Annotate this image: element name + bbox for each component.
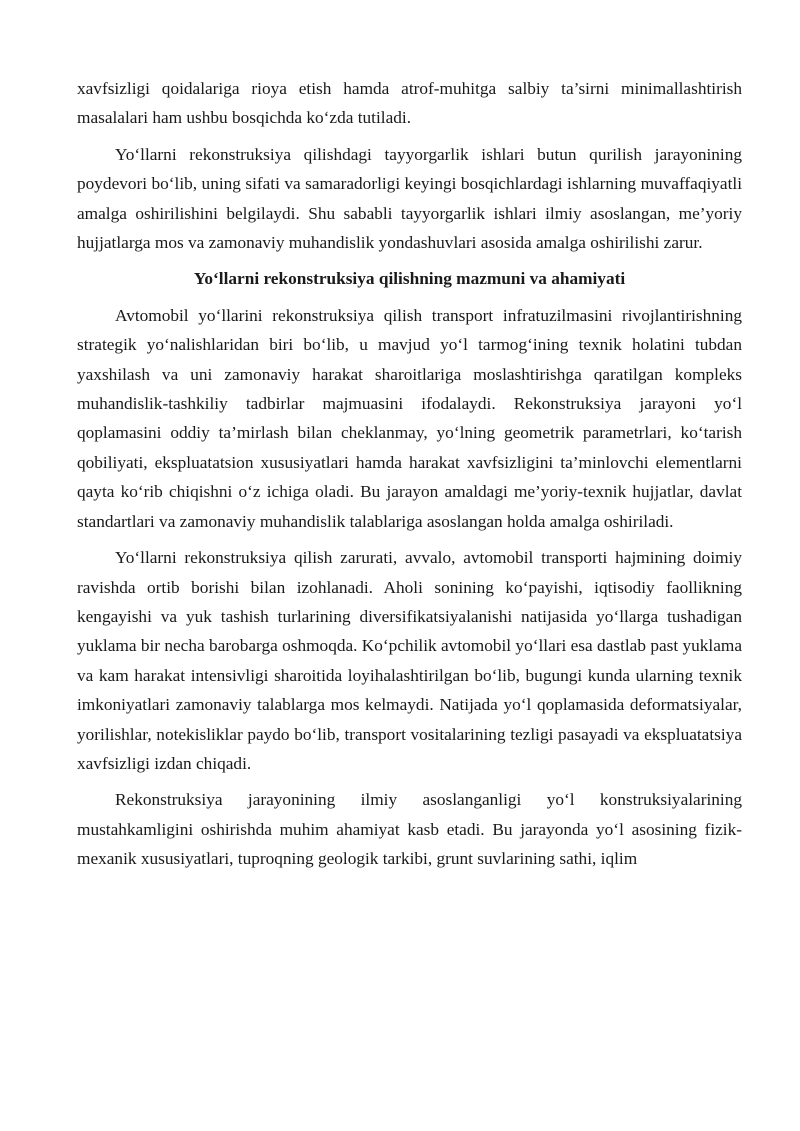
paragraph-scientific-basis: Rekonstruksiya jarayonining ilmiy asoslanganligi yo‘l konstruksiyalarining mustahkamligini oshirishda muhim ahamiyat kasb etadi. Bu jarayonda yo‘l asosining fizik-mexanik xususiyatlari, tuproqning geologik tarkibi, grunt suvlarining sathi, iqlim [77,790,742,869]
paragraph-preparation-work: Yo‘llarni rekonstruksiya qilishdagi tayyorgarlik ishlari butun qurilish jarayonining poydevori bo‘lib, uning sifati va samaradorligi keyingi bosqichlardagi ishlarning muvaffaqiyatli amalga oshirilishini belgilaydi. Shu sababli tayyorgarlik ishlari ilmiy asoslangan, me’yoriy hujjatlarga mos va zamonaviy muhandislik yondashuvlari asosida amalga oshirilishi zarur. [77,144,742,253]
paragraph-continuation: xavfsizligi qoidalariga rioya etish hamda atrof-muhitga salbiy ta’sirni minimallashtirish masalalari ham ushbu bosqichda ko‘zda tutiladi. [77,79,742,128]
section-heading: Yo‘llarni rekonstruksiya qilishning mazmuni va ahamiyati [193,269,626,289]
document-page [77,74,742,881]
paragraph-reconstruction-definition: Avtomobil yo‘llarini rekonstruksiya qilish transport infratuzilmasini rivojlantirishning strategik yo‘nalishlaridan biri bo‘lib, u mavjud yo‘l tarmog‘ining texnik holatini tubdan yaxshilash va uni zamonaviy harakat sharoitlariga moslashtirishga qaratilgan kompleks muhandislik-tashkiliy tadbirlar majmuasini ifodalaydi. Rekonstruksiya jarayoni yo‘l qoplamasini oddiy ta’mirlash bilan cheklanmay, yo‘lning geometrik parametrlari, ko‘tarish qobiliyati, ekspluatatsion xususiyatlari hamda harakat xavfsizligini ta’minlovchi elementlarni qayta ko‘rib chiqishni o‘z ichiga oladi. Bu jarayon amaldagi me’yoriy-texnik hujjatlar, davlat standartlari va zamonaviy muhandislik talablariga asoslangan holda amalga oshiriladi. [77,305,742,531]
paragraph-reconstruction-necessity: Yo‘llarni rekonstruksiya qilish zarurati, avvalo, avtomobil transporti hajmining doimiy ravishda ortib borishi bilan izohlanadi. Aholi sonining ko‘payishi, iqtisodiy faollikning kengayishi va yuk tashish turlarining diversifikatsiyalanishi natijasida yo‘llarga tushadigan yuklama bir necha barobarga oshmoqda. Ko‘pchilik avtomobil yo‘llari esa dastlab past yuklama va kam harakat intensivligi sharoitida loyihalashtirilgan bo‘lib, bugungi kunda ularning texnik imkoniyatlari zamonaviy talablarga mos kelmaydi. Natijada yo‘l qoplamasida deformatsiyalar, yorilishlar, notekisliklar paydo bo‘lib, transport vositalarining tezligi pasayadi va ekspluatatsiya xavfsizligi izdan chiqadi. [77,548,742,773]
